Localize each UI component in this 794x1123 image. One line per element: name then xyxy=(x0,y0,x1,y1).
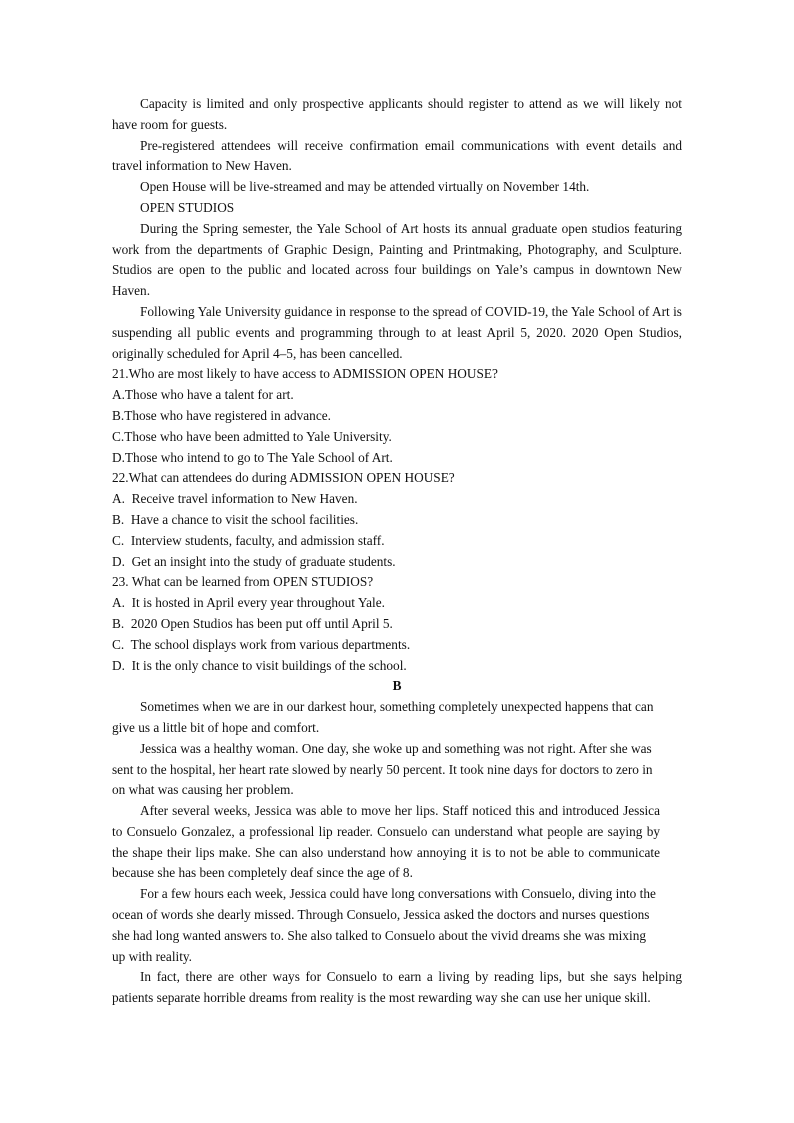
paragraph-spring-semester: During the Spring semester, the Yale School of Art hosts its annual graduate open studios featuring work from the departments of Graphic Design, Painting and Printmaking, Photography, and Sculpture. Studios are open to the public and located across four buildings on Yale’s campus in downtown New Haven. xyxy=(112,220,682,299)
option-d: D.Those who intend to go to The Yale School of Art. xyxy=(112,449,393,465)
option-b: B. Have a chance to visit the school facilities. xyxy=(112,511,359,527)
option-c: C. Interview students, faculty, and admission staff. xyxy=(112,532,385,548)
option-d: D. It is the only chance to visit buildings of the school. xyxy=(112,657,407,673)
option-a: A. It is hosted in April every year throughout Yale. xyxy=(112,595,385,611)
question-21 xyxy=(112,364,682,468)
question-stem: 22.What can attendees do during ADMISSION OPEN HOUSE? xyxy=(112,470,455,486)
option-c: C. The school displays work from various departments. xyxy=(112,636,411,652)
option-d: D. Get an insight into the study of graduate students. xyxy=(112,553,396,569)
question-stem: 21.Who are most likely to have access to ADMISSION OPEN HOUSE? xyxy=(112,366,498,382)
passage-a xyxy=(112,94,682,364)
question-23 xyxy=(112,572,682,676)
option-a: A. Receive travel information to New Haven. xyxy=(112,491,358,507)
paragraph-darkest-hour: Sometimes when we are in our darkest hour, something completely unexpected happens that can give us a little bit of hope and comfort. xyxy=(112,699,654,735)
question-stem: 23. What can be learned from OPEN STUDIOS? xyxy=(112,574,374,590)
passage-b xyxy=(112,697,682,1009)
option-a: A.Those who have a talent for art. xyxy=(112,387,294,403)
question-22 xyxy=(112,468,682,572)
paragraph-jessica-hospital: Jessica was a healthy woman. One day, she woke up and something was not right. After she was sent to the hospital, her heart rate slowed by nearly 50 percent. It took nine days for doctors to zero in on what was causing her problem. xyxy=(112,740,653,798)
document-page xyxy=(112,94,682,1009)
section-b-heading: B xyxy=(392,678,402,694)
paragraph-covid: Following Yale University guidance in response to the spread of COVID-19, the Yale School of Art is suspending all public events and programming through to at least April 5, 2020. 2020 Open Studios, originally scheduled for April 4–5, has been cancelled. xyxy=(112,303,682,361)
paragraph-livestream: Open House will be live-streamed and may be attended virtually on November 14th. xyxy=(140,179,590,195)
paragraph-capacity: Capacity is limited and only prospective applicants should register to attend as we will likely not have room for guests. xyxy=(112,96,682,132)
option-b: B. 2020 Open Studios has been put off until April 5. xyxy=(112,615,393,631)
paragraph-preregistered: Pre-registered attendees will receive confirmation email communications with event details and travel information to New Haven. xyxy=(112,137,682,174)
paragraph-lip-reader: After several weeks, Jessica was able to move her lips. Staff noticed this and introduced Jessica to Consuelo Gonzalez, a professional lip reader. Consuelo can understand what people are saying by the shape their lips make. She can also understand how annoying it is to not be able to communicate because she has been completely deaf since the age of 8. xyxy=(112,803,660,881)
paragraph-rewarding-skill: In fact, there are other ways for Consuelo to earn a living by reading lips, but she says helping patients separate horrible dreams from reality is the most rewarding way she can use her unique skill. xyxy=(112,969,682,1006)
open-studios-heading: OPEN STUDIOS xyxy=(140,199,235,215)
paragraph-conversations: For a few hours each week, Jessica could have long conversations with Consuelo, diving into the ocean of words she dearly missed. Through Consuelo, Jessica asked the doctors and nurses questions she had long wanted answers to. She also talked to Consuelo about the vivid dreams she was mixing up with reality. xyxy=(112,886,656,964)
option-c: C.Those who have been admitted to Yale University. xyxy=(112,428,392,444)
option-b: B.Those who have registered in advance. xyxy=(112,407,331,423)
